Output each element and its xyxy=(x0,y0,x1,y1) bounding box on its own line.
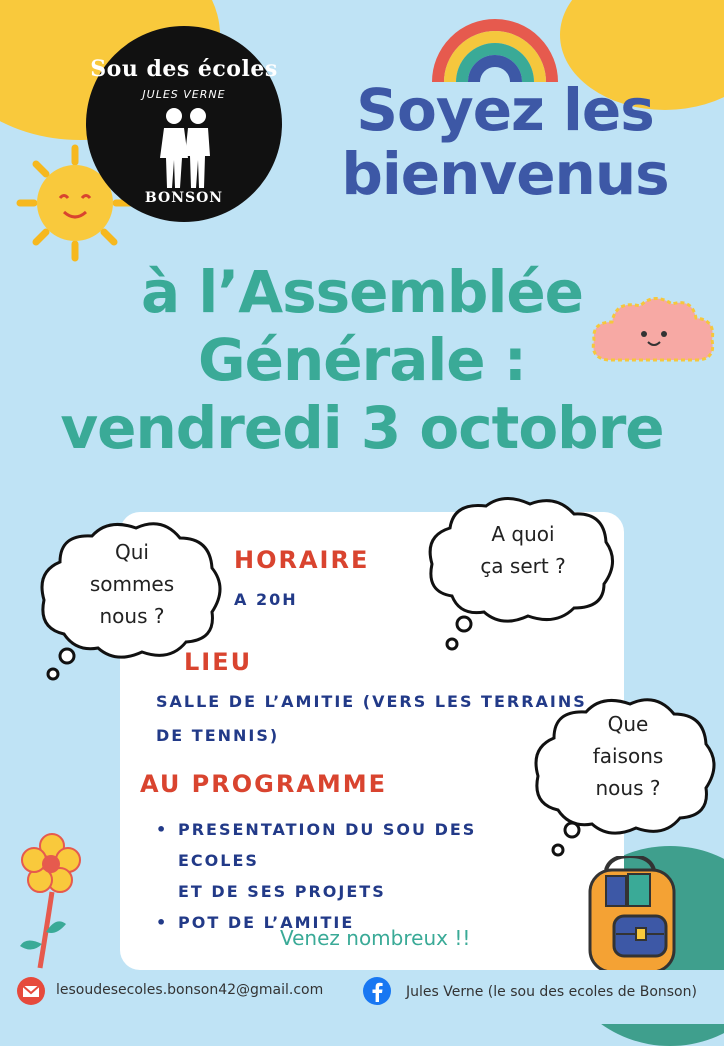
logo-title: Sou des écoles xyxy=(90,56,278,82)
footer-facebook[interactable]: Jules Verne (le sou des ecoles de Bonson) xyxy=(406,984,697,1000)
lieu-line-2: DE TENNIS) xyxy=(156,726,280,745)
event-line-2: Générale : xyxy=(198,326,526,394)
programme-list xyxy=(156,814,556,938)
bubble-top-right-line-2: ça sert ? xyxy=(480,554,566,578)
event-line-3: vendredi 3 octobre xyxy=(60,394,664,462)
lieu-line-1: SALLE DE L’AMITIE (VERS LES TERRAINS xyxy=(156,692,587,711)
lieu-label: LIEU xyxy=(184,648,253,676)
headline-line-1: Soyez les xyxy=(356,76,654,144)
horaire-label: HORAIRE xyxy=(234,546,370,574)
school-logo xyxy=(86,26,282,222)
bubble-left-line-3: nous ? xyxy=(99,604,165,628)
footer-email[interactable]: lesoudesecoles.bonson42@gmail.com xyxy=(56,982,324,998)
logo-subtitle: JULES VERNE xyxy=(142,88,226,101)
call-to-action: Venez nombreux !! xyxy=(280,926,471,950)
bubble-right-line-1: Que xyxy=(607,712,649,736)
thought-bubble-left xyxy=(52,536,212,632)
programme-item-2-line-1: • POT DE L’AMITIE xyxy=(178,913,355,932)
bubble-top-right-line-1: A quoi xyxy=(491,522,555,546)
mail-icon xyxy=(16,976,46,1006)
rainbow-icon xyxy=(430,4,560,84)
bubble-left-line-1: Qui xyxy=(115,540,149,564)
event-headline xyxy=(0,258,724,462)
event-line-1: à l’Assemblée xyxy=(140,258,584,326)
facebook-icon xyxy=(362,976,392,1006)
bubble-right-line-3: nous ? xyxy=(595,776,661,800)
welcome-headline xyxy=(300,78,710,206)
programme-item-1-line-2: ET DE SES PROJETS xyxy=(178,882,386,901)
logo-town: BONSON xyxy=(144,190,224,206)
programme-label: AU PROGRAMME xyxy=(140,770,388,798)
bubble-left-line-2: sommes xyxy=(89,572,175,596)
bubble-right-line-2: faisons xyxy=(592,744,664,768)
horaire-value: A 20H xyxy=(234,590,298,609)
thought-bubble-top-right xyxy=(438,518,608,582)
programme-item-1-line-1: • PRESENTATION DU SOU DES ECOLES xyxy=(178,820,477,870)
flower-icon xyxy=(16,832,86,970)
children-silhouette-icon xyxy=(156,102,216,192)
programme-item xyxy=(156,814,556,907)
backpack-icon xyxy=(576,856,686,976)
headline-line-2: bienvenus xyxy=(341,140,669,208)
thought-bubble-right xyxy=(550,708,706,804)
